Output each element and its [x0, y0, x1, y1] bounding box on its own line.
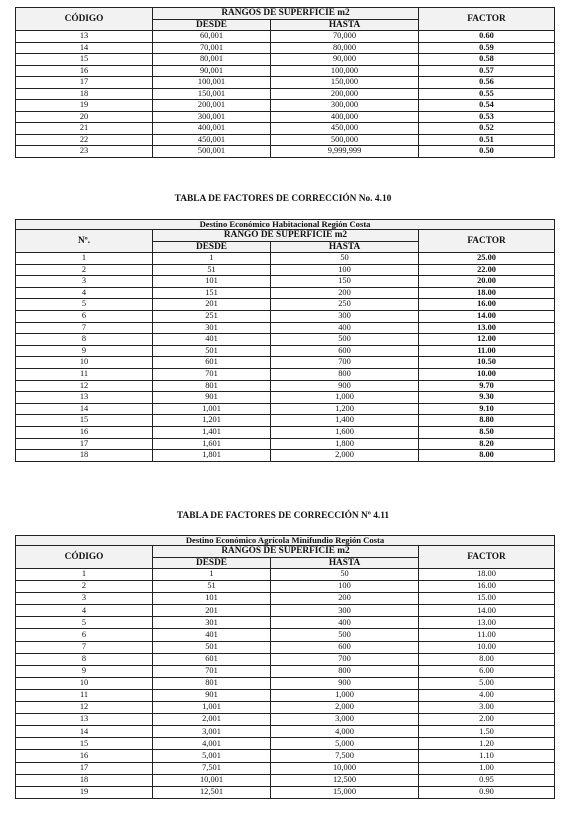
- table-row: [16, 368, 555, 380]
- cell-factor: 18.00: [419, 569, 555, 581]
- table-row: [16, 380, 555, 392]
- cell-hasta: 80,000: [271, 42, 419, 54]
- section-title: Destino Económico Agrícola Minifundio Región Costa: [16, 536, 555, 546]
- cell-codigo: 8: [16, 334, 153, 346]
- cell-factor: 0.95: [419, 774, 555, 786]
- cell-codigo: 22: [16, 134, 153, 146]
- cell-codigo: 4: [16, 287, 153, 299]
- table-row: [16, 689, 555, 701]
- cell-factor: 15.00: [419, 593, 555, 605]
- cell-codigo: 19: [16, 786, 153, 798]
- cell-codigo: 3: [16, 276, 153, 288]
- cell-hasta: 900: [271, 677, 419, 689]
- cell-hasta: 4,000: [271, 726, 419, 738]
- cell-desde: 301: [153, 322, 271, 334]
- cell-codigo: 18: [16, 88, 153, 100]
- cell-factor: 0.50: [419, 146, 555, 158]
- cell-desde: 450,001: [153, 134, 271, 146]
- cell-hasta: 150,000: [271, 77, 419, 89]
- cell-desde: 1: [153, 253, 271, 265]
- table-row: [16, 310, 555, 322]
- cell-codigo: 2: [16, 581, 153, 593]
- table-title-4-10: TABLA DE FACTORES DE CORRECCIÓN No. 4.10: [174, 194, 392, 204]
- cell-desde: 51: [153, 581, 271, 593]
- cell-hasta: 1,800: [271, 438, 419, 450]
- cell-codigo: 18: [16, 450, 153, 462]
- cell-desde: 2,001: [153, 714, 271, 726]
- cell-factor: 8.00: [419, 653, 555, 665]
- cell-hasta: 100,000: [271, 65, 419, 77]
- cell-factor: 14.00: [419, 310, 555, 322]
- cell-desde: 251: [153, 310, 271, 322]
- cell-hasta: 400: [271, 617, 419, 629]
- cell-desde: 1,401: [153, 426, 271, 438]
- cell-desde: 1,601: [153, 438, 271, 450]
- table-row: [16, 134, 555, 146]
- cell-hasta: 100: [271, 581, 419, 593]
- cell-factor: 9.30: [419, 392, 555, 404]
- cell-factor: 20.00: [419, 276, 555, 288]
- header-hasta: HASTA: [271, 557, 419, 569]
- cell-factor: 13.00: [419, 322, 555, 334]
- cell-desde: 801: [153, 677, 271, 689]
- cell-codigo: 12: [16, 380, 153, 392]
- table-row: [16, 334, 555, 346]
- table-row: [16, 264, 555, 276]
- cell-desde: 401: [153, 334, 271, 346]
- cell-desde: 501: [153, 345, 271, 357]
- cell-hasta: 800: [271, 368, 419, 380]
- cell-codigo: 10: [16, 357, 153, 369]
- cell-codigo: 9: [16, 665, 153, 677]
- cell-factor: 0.56: [419, 77, 555, 89]
- cell-codigo: 16: [16, 750, 153, 762]
- cell-codigo: 7: [16, 641, 153, 653]
- table-row: [16, 569, 555, 581]
- cell-desde: 901: [153, 392, 271, 404]
- table-row: [16, 65, 555, 77]
- cell-factor: 0.58: [419, 54, 555, 66]
- cell-factor: 13.00: [419, 617, 555, 629]
- cell-factor: 8.00: [419, 450, 555, 462]
- table-row: [16, 111, 555, 123]
- cell-desde: 70,001: [153, 42, 271, 54]
- cell-factor: 10.00: [419, 368, 555, 380]
- table-row: [16, 88, 555, 100]
- cell-factor: 1.00: [419, 762, 555, 774]
- cell-codigo: 11: [16, 689, 153, 701]
- cell-hasta: 300: [271, 310, 419, 322]
- cell-factor: 0.57: [419, 65, 555, 77]
- header-rangos: RANGOS DE SUPERFICIE m2: [153, 546, 419, 558]
- cell-codigo: 3: [16, 593, 153, 605]
- cell-codigo: 1: [16, 569, 153, 581]
- cell-factor: 8.80: [419, 415, 555, 427]
- cell-desde: 3,001: [153, 726, 271, 738]
- table-row: [16, 123, 555, 135]
- cell-hasta: 12,500: [271, 774, 419, 786]
- cell-hasta: 90,000: [271, 54, 419, 66]
- cell-hasta: 2,000: [271, 450, 419, 462]
- cell-desde: 60,001: [153, 31, 271, 43]
- factor-table-4-10: [15, 219, 555, 462]
- cell-codigo: 21: [16, 123, 153, 135]
- cell-codigo: 17: [16, 438, 153, 450]
- cell-desde: 1,201: [153, 415, 271, 427]
- table-body: [16, 569, 555, 799]
- cell-factor: 4.00: [419, 689, 555, 701]
- cell-factor: 10.50: [419, 357, 555, 369]
- cell-hasta: 600: [271, 345, 419, 357]
- cell-hasta: 200: [271, 593, 419, 605]
- table-row: [16, 287, 555, 299]
- cell-factor: 1.20: [419, 738, 555, 750]
- cell-codigo: 14: [16, 403, 153, 415]
- header-rangos: RANGOS DE SUPERFICIE m2: [153, 8, 419, 20]
- cell-factor: 0.55: [419, 88, 555, 100]
- cell-hasta: 450,000: [271, 123, 419, 135]
- cell-factor: 12.00: [419, 334, 555, 346]
- header-factor: FACTOR: [419, 546, 555, 569]
- cell-factor: 3.00: [419, 702, 555, 714]
- table-row: [16, 392, 555, 404]
- cell-desde: 100,001: [153, 77, 271, 89]
- cell-desde: 51: [153, 264, 271, 276]
- factor-table-4-11: [15, 535, 555, 799]
- cell-factor: 2.00: [419, 714, 555, 726]
- cell-codigo: 10: [16, 677, 153, 689]
- header-codigo: CÓDIGO: [16, 546, 153, 569]
- cell-desde: 1,801: [153, 450, 271, 462]
- cell-hasta: 2,000: [271, 702, 419, 714]
- cell-factor: 11.00: [419, 629, 555, 641]
- cell-desde: 201: [153, 605, 271, 617]
- table-title-4-11: TABLA DE FACTORES DE CORRECCIÓN Nº 4.11: [176, 511, 390, 521]
- table-row: [16, 629, 555, 641]
- cell-desde: 501: [153, 641, 271, 653]
- cell-desde: 4,001: [153, 738, 271, 750]
- cell-hasta: 500: [271, 629, 419, 641]
- cell-hasta: 7,500: [271, 750, 419, 762]
- table-row: [16, 617, 555, 629]
- cell-hasta: 10,000: [271, 762, 419, 774]
- cell-factor: 0.54: [419, 100, 555, 112]
- section-title: Destino Económico Habitacional Región Costa: [16, 220, 555, 230]
- table-row: [16, 665, 555, 677]
- factor-table-1: [15, 7, 555, 158]
- table-row: [16, 762, 555, 774]
- cell-desde: 301: [153, 617, 271, 629]
- cell-hasta: 400,000: [271, 111, 419, 123]
- cell-desde: 150,001: [153, 88, 271, 100]
- table-row: [16, 322, 555, 334]
- cell-hasta: 1,200: [271, 403, 419, 415]
- cell-desde: 500,001: [153, 146, 271, 158]
- cell-hasta: 3,000: [271, 714, 419, 726]
- cell-hasta: 300,000: [271, 100, 419, 112]
- cell-factor: 8.20: [419, 438, 555, 450]
- cell-codigo: 15: [16, 738, 153, 750]
- cell-factor: 5.00: [419, 677, 555, 689]
- table-row: [16, 77, 555, 89]
- cell-codigo: 6: [16, 310, 153, 322]
- cell-desde: 701: [153, 368, 271, 380]
- table-row: [16, 702, 555, 714]
- cell-desde: 1,001: [153, 702, 271, 714]
- cell-factor: 1.10: [419, 750, 555, 762]
- table-row: [16, 641, 555, 653]
- table-row: [16, 426, 555, 438]
- cell-desde: 901: [153, 689, 271, 701]
- cell-hasta: 400: [271, 322, 419, 334]
- cell-codigo: 14: [16, 42, 153, 54]
- cell-codigo: 6: [16, 629, 153, 641]
- header-desde: DESDE: [153, 557, 271, 569]
- table-row: [16, 786, 555, 798]
- cell-hasta: 5,000: [271, 738, 419, 750]
- cell-hasta: 900: [271, 380, 419, 392]
- cell-factor: 9.10: [419, 403, 555, 415]
- header-codigo: CÓDIGO: [16, 8, 153, 31]
- cell-factor: 0.52: [419, 123, 555, 135]
- cell-factor: 0.51: [419, 134, 555, 146]
- cell-hasta: 300: [271, 605, 419, 617]
- table-row: [16, 345, 555, 357]
- cell-factor: 11.00: [419, 345, 555, 357]
- cell-desde: 601: [153, 357, 271, 369]
- table-row: [16, 42, 555, 54]
- table-row: [16, 581, 555, 593]
- cell-factor: 8.50: [419, 426, 555, 438]
- cell-codigo: 12: [16, 702, 153, 714]
- cell-desde: 300,001: [153, 111, 271, 123]
- cell-hasta: 9,999,999: [271, 146, 419, 158]
- cell-hasta: 700: [271, 357, 419, 369]
- table-row: [16, 357, 555, 369]
- cell-desde: 101: [153, 593, 271, 605]
- cell-factor: 0.53: [419, 111, 555, 123]
- cell-hasta: 250: [271, 299, 419, 311]
- cell-codigo: 2: [16, 264, 153, 276]
- cell-factor: 25.00: [419, 253, 555, 265]
- cell-hasta: 100: [271, 264, 419, 276]
- cell-factor: 18.00: [419, 287, 555, 299]
- table-row: [16, 415, 555, 427]
- cell-codigo: 4: [16, 605, 153, 617]
- cell-codigo: 18: [16, 774, 153, 786]
- table-row: [16, 774, 555, 786]
- cell-codigo: 17: [16, 77, 153, 89]
- header-hasta: HASTA: [271, 241, 419, 253]
- header-rangos: RANGO DE SUPERFICIE m2: [153, 230, 419, 242]
- cell-hasta: 1,400: [271, 415, 419, 427]
- table-row: [16, 299, 555, 311]
- header-numero: Nº.: [16, 230, 153, 253]
- cell-desde: 200,001: [153, 100, 271, 112]
- cell-factor: 16.00: [419, 581, 555, 593]
- cell-desde: 701: [153, 665, 271, 677]
- table-row: [16, 253, 555, 265]
- cell-hasta: 600: [271, 641, 419, 653]
- header-desde: DESDE: [153, 241, 271, 253]
- cell-codigo: 7: [16, 322, 153, 334]
- cell-desde: 10,001: [153, 774, 271, 786]
- cell-hasta: 700: [271, 653, 419, 665]
- cell-codigo: 13: [16, 392, 153, 404]
- cell-factor: 0.90: [419, 786, 555, 798]
- header-hasta: HASTA: [271, 19, 419, 31]
- cell-factor: 9.70: [419, 380, 555, 392]
- cell-codigo: 15: [16, 54, 153, 66]
- table-row: [16, 438, 555, 450]
- table-row: [16, 714, 555, 726]
- cell-codigo: 11: [16, 368, 153, 380]
- cell-factor: 10.00: [419, 641, 555, 653]
- table-row: [16, 726, 555, 738]
- cell-desde: 201: [153, 299, 271, 311]
- cell-factor: 22.00: [419, 264, 555, 276]
- cell-codigo: 9: [16, 345, 153, 357]
- cell-codigo: 16: [16, 426, 153, 438]
- table-row: [16, 738, 555, 750]
- cell-hasta: 50: [271, 253, 419, 265]
- cell-hasta: 500: [271, 334, 419, 346]
- cell-desde: 401: [153, 629, 271, 641]
- cell-desde: 7,501: [153, 762, 271, 774]
- cell-desde: 12,501: [153, 786, 271, 798]
- cell-desde: 80,001: [153, 54, 271, 66]
- cell-codigo: 5: [16, 299, 153, 311]
- cell-codigo: 15: [16, 415, 153, 427]
- cell-codigo: 19: [16, 100, 153, 112]
- cell-codigo: 14: [16, 726, 153, 738]
- cell-factor: 14.00: [419, 605, 555, 617]
- table-row: [16, 593, 555, 605]
- cell-hasta: 200: [271, 287, 419, 299]
- table-body: [16, 253, 555, 462]
- cell-desde: 1,001: [153, 403, 271, 415]
- table-row: [16, 750, 555, 762]
- cell-codigo: 23: [16, 146, 153, 158]
- table-row: [16, 403, 555, 415]
- table-row: [16, 450, 555, 462]
- cell-codigo: 13: [16, 31, 153, 43]
- table-row: [16, 100, 555, 112]
- cell-codigo: 5: [16, 617, 153, 629]
- table-row: [16, 677, 555, 689]
- cell-desde: 1: [153, 569, 271, 581]
- cell-hasta: 1,600: [271, 426, 419, 438]
- table-row: [16, 653, 555, 665]
- cell-hasta: 200,000: [271, 88, 419, 100]
- cell-hasta: 1,000: [271, 689, 419, 701]
- cell-desde: 90,001: [153, 65, 271, 77]
- cell-factor: 6.00: [419, 665, 555, 677]
- cell-codigo: 17: [16, 762, 153, 774]
- cell-factor: 0.59: [419, 42, 555, 54]
- cell-desde: 101: [153, 276, 271, 288]
- cell-hasta: 15,000: [271, 786, 419, 798]
- cell-hasta: 1,000: [271, 392, 419, 404]
- cell-desde: 151: [153, 287, 271, 299]
- header-desde: DESDE: [153, 19, 271, 31]
- cell-codigo: 1: [16, 253, 153, 265]
- cell-desde: 601: [153, 653, 271, 665]
- cell-codigo: 16: [16, 65, 153, 77]
- table-row: [16, 146, 555, 158]
- cell-hasta: 150: [271, 276, 419, 288]
- header-factor: FACTOR: [419, 230, 555, 253]
- cell-factor: 0.60: [419, 31, 555, 43]
- cell-desde: 5,001: [153, 750, 271, 762]
- table-body: [16, 31, 555, 158]
- table-row: [16, 276, 555, 288]
- table-row: [16, 54, 555, 66]
- table-row: [16, 605, 555, 617]
- cell-codigo: 8: [16, 653, 153, 665]
- cell-desde: 400,001: [153, 123, 271, 135]
- header-factor: FACTOR: [419, 8, 555, 31]
- cell-factor: 1.50: [419, 726, 555, 738]
- cell-hasta: 50: [271, 569, 419, 581]
- cell-codigo: 20: [16, 111, 153, 123]
- cell-hasta: 500,000: [271, 134, 419, 146]
- cell-codigo: 13: [16, 714, 153, 726]
- table-row: [16, 31, 555, 43]
- cell-hasta: 70,000: [271, 31, 419, 43]
- cell-factor: 16.00: [419, 299, 555, 311]
- cell-hasta: 800: [271, 665, 419, 677]
- cell-desde: 801: [153, 380, 271, 392]
